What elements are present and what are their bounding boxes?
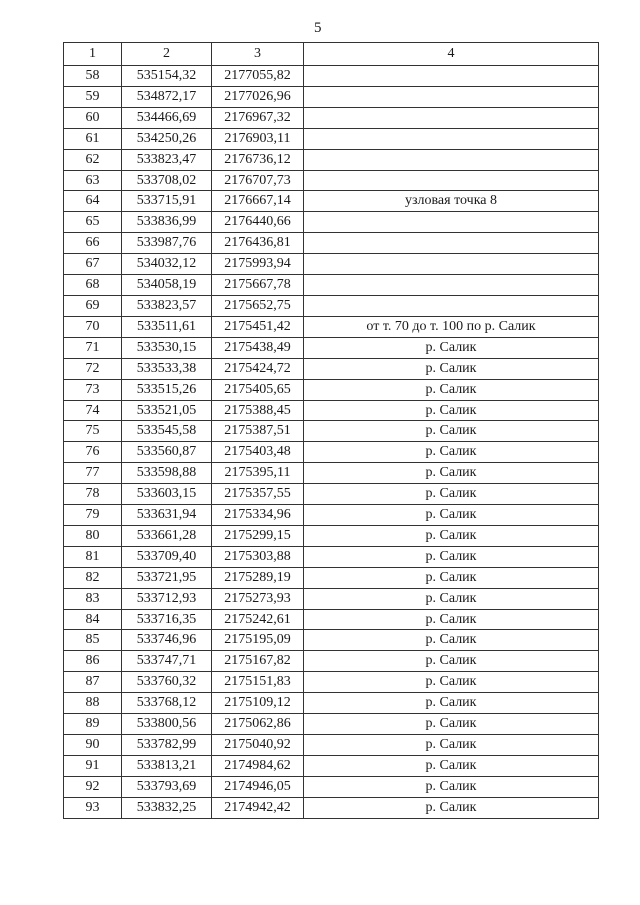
- x-coordinate-cell: 533782,99: [122, 735, 212, 756]
- description-cell: [304, 233, 599, 254]
- x-coordinate-cell: 534032,12: [122, 254, 212, 275]
- point-number-cell: 58: [64, 66, 122, 87]
- description-cell: р. Салик: [304, 588, 599, 609]
- y-coordinate-cell: 2175151,83: [212, 672, 304, 693]
- description-cell: р. Салик: [304, 609, 599, 630]
- description-cell: р. Салик: [304, 484, 599, 505]
- y-coordinate-cell: 2174984,62: [212, 755, 304, 776]
- description-cell: [304, 212, 599, 233]
- table-row: [64, 275, 599, 296]
- x-coordinate-cell: 533832,25: [122, 797, 212, 818]
- header-cell-col2: 2: [122, 43, 212, 66]
- description-cell: р. Салик: [304, 505, 599, 526]
- y-coordinate-cell: 2175388,45: [212, 400, 304, 421]
- description-cell: р. Салик: [304, 672, 599, 693]
- y-coordinate-cell: 2175387,51: [212, 421, 304, 442]
- point-number-cell: 76: [64, 442, 122, 463]
- x-coordinate-cell: 533716,35: [122, 609, 212, 630]
- point-number-cell: 93: [64, 797, 122, 818]
- description-cell: р. Салик: [304, 421, 599, 442]
- table-row: [64, 546, 599, 567]
- table-row: [64, 567, 599, 588]
- y-coordinate-cell: 2175167,82: [212, 651, 304, 672]
- table-row: [64, 735, 599, 756]
- table-row: [64, 128, 599, 149]
- x-coordinate-cell: 533631,94: [122, 505, 212, 526]
- table-row: [64, 421, 599, 442]
- y-coordinate-cell: 2175109,12: [212, 693, 304, 714]
- y-coordinate-cell: 2176440,66: [212, 212, 304, 233]
- point-number-cell: 82: [64, 567, 122, 588]
- x-coordinate-cell: 533793,69: [122, 776, 212, 797]
- table-row: [64, 379, 599, 400]
- coordinates-table-body: [64, 43, 599, 819]
- table-row: [64, 107, 599, 128]
- table-row: [64, 714, 599, 735]
- description-cell: [304, 107, 599, 128]
- description-cell: р. Салик: [304, 797, 599, 818]
- description-cell: [304, 66, 599, 87]
- table-row: [64, 797, 599, 818]
- y-coordinate-cell: 2176707,73: [212, 170, 304, 191]
- x-coordinate-cell: 533515,26: [122, 379, 212, 400]
- y-coordinate-cell: 2175993,94: [212, 254, 304, 275]
- header-cell-col3: 3: [212, 43, 304, 66]
- y-coordinate-cell: 2175405,65: [212, 379, 304, 400]
- description-cell: [304, 170, 599, 191]
- description-cell: р. Салик: [304, 735, 599, 756]
- x-coordinate-cell: 533511,61: [122, 316, 212, 337]
- point-number-cell: 59: [64, 86, 122, 107]
- y-coordinate-cell: 2175062,86: [212, 714, 304, 735]
- y-coordinate-cell: 2177026,96: [212, 86, 304, 107]
- description-cell: [304, 128, 599, 149]
- y-coordinate-cell: 2175667,78: [212, 275, 304, 296]
- point-number-cell: 84: [64, 609, 122, 630]
- table-row: [64, 86, 599, 107]
- point-number-cell: 79: [64, 505, 122, 526]
- description-cell: [304, 149, 599, 170]
- point-number-cell: 73: [64, 379, 122, 400]
- y-coordinate-cell: 2175395,11: [212, 463, 304, 484]
- point-number-cell: 77: [64, 463, 122, 484]
- x-coordinate-cell: 533545,58: [122, 421, 212, 442]
- y-coordinate-cell: 2175652,75: [212, 295, 304, 316]
- x-coordinate-cell: 533560,87: [122, 442, 212, 463]
- y-coordinate-cell: 2175357,55: [212, 484, 304, 505]
- point-number-cell: 60: [64, 107, 122, 128]
- table-row: [64, 337, 599, 358]
- description-cell: р. Салик: [304, 630, 599, 651]
- table-row: [64, 170, 599, 191]
- x-coordinate-cell: 534058,19: [122, 275, 212, 296]
- point-number-cell: 90: [64, 735, 122, 756]
- point-number-cell: 68: [64, 275, 122, 296]
- y-coordinate-cell: 2175451,42: [212, 316, 304, 337]
- x-coordinate-cell: 533598,88: [122, 463, 212, 484]
- x-coordinate-cell: 533768,12: [122, 693, 212, 714]
- point-number-cell: 72: [64, 358, 122, 379]
- description-cell: р. Салик: [304, 379, 599, 400]
- point-number-cell: 66: [64, 233, 122, 254]
- point-number-cell: 81: [64, 546, 122, 567]
- table-row: [64, 525, 599, 546]
- table-row: [64, 316, 599, 337]
- y-coordinate-cell: 2175438,49: [212, 337, 304, 358]
- table-row: [64, 442, 599, 463]
- description-cell: р. Салик: [304, 525, 599, 546]
- x-coordinate-cell: 533530,15: [122, 337, 212, 358]
- x-coordinate-cell: 533712,93: [122, 588, 212, 609]
- table-row: [64, 776, 599, 797]
- x-coordinate-cell: 533813,21: [122, 755, 212, 776]
- table-row: [64, 609, 599, 630]
- y-coordinate-cell: 2175403,48: [212, 442, 304, 463]
- y-coordinate-cell: 2175303,88: [212, 546, 304, 567]
- x-coordinate-cell: 533800,56: [122, 714, 212, 735]
- y-coordinate-cell: 2177055,82: [212, 66, 304, 87]
- point-number-cell: 83: [64, 588, 122, 609]
- point-number-cell: 91: [64, 755, 122, 776]
- table-row: [64, 505, 599, 526]
- description-cell: р. Салик: [304, 546, 599, 567]
- description-cell: р. Салик: [304, 567, 599, 588]
- y-coordinate-cell: 2175424,72: [212, 358, 304, 379]
- x-coordinate-cell: 533746,96: [122, 630, 212, 651]
- point-number-cell: 85: [64, 630, 122, 651]
- description-cell: р. Салик: [304, 463, 599, 484]
- x-coordinate-cell: 533521,05: [122, 400, 212, 421]
- point-number-cell: 62: [64, 149, 122, 170]
- point-number-cell: 89: [64, 714, 122, 735]
- y-coordinate-cell: 2175195,09: [212, 630, 304, 651]
- coordinates-table: [63, 42, 599, 819]
- table-header-row: [64, 43, 599, 66]
- x-coordinate-cell: 533836,99: [122, 212, 212, 233]
- y-coordinate-cell: 2175273,93: [212, 588, 304, 609]
- description-cell: [304, 86, 599, 107]
- table-row: [64, 212, 599, 233]
- description-cell: р. Салик: [304, 755, 599, 776]
- point-number-cell: 65: [64, 212, 122, 233]
- table-row: [64, 400, 599, 421]
- y-coordinate-cell: 2176903,11: [212, 128, 304, 149]
- point-number-cell: 92: [64, 776, 122, 797]
- y-coordinate-cell: 2176436,81: [212, 233, 304, 254]
- table-row: [64, 66, 599, 87]
- x-coordinate-cell: 533721,95: [122, 567, 212, 588]
- x-coordinate-cell: 533823,47: [122, 149, 212, 170]
- table-row: [64, 191, 599, 212]
- description-cell: р. Салик: [304, 714, 599, 735]
- table-row: [64, 484, 599, 505]
- table-row: [64, 755, 599, 776]
- table-row: [64, 254, 599, 275]
- point-number-cell: 74: [64, 400, 122, 421]
- x-coordinate-cell: 533987,76: [122, 233, 212, 254]
- description-cell: [304, 275, 599, 296]
- table-row: [64, 463, 599, 484]
- y-coordinate-cell: 2175040,92: [212, 735, 304, 756]
- x-coordinate-cell: 533715,91: [122, 191, 212, 212]
- point-number-cell: 64: [64, 191, 122, 212]
- point-number-cell: 78: [64, 484, 122, 505]
- description-cell: р. Салик: [304, 776, 599, 797]
- table-row: [64, 588, 599, 609]
- table-row: [64, 233, 599, 254]
- x-coordinate-cell: 533760,32: [122, 672, 212, 693]
- point-number-cell: 61: [64, 128, 122, 149]
- x-coordinate-cell: 533603,15: [122, 484, 212, 505]
- header-cell-col4: 4: [304, 43, 599, 66]
- point-number-cell: 70: [64, 316, 122, 337]
- table-row: [64, 693, 599, 714]
- page-number: 5: [314, 20, 322, 36]
- point-number-cell: 88: [64, 693, 122, 714]
- description-cell: р. Салик: [304, 442, 599, 463]
- y-coordinate-cell: 2176736,12: [212, 149, 304, 170]
- table-row: [64, 358, 599, 379]
- point-number-cell: 71: [64, 337, 122, 358]
- x-coordinate-cell: 533708,02: [122, 170, 212, 191]
- x-coordinate-cell: 533533,38: [122, 358, 212, 379]
- point-number-cell: 69: [64, 295, 122, 316]
- y-coordinate-cell: 2175299,15: [212, 525, 304, 546]
- y-coordinate-cell: 2176667,14: [212, 191, 304, 212]
- table-row: [64, 149, 599, 170]
- description-cell: р. Салик: [304, 337, 599, 358]
- description-cell: р. Салик: [304, 693, 599, 714]
- y-coordinate-cell: 2175334,96: [212, 505, 304, 526]
- table-row: [64, 672, 599, 693]
- table-row: [64, 630, 599, 651]
- x-coordinate-cell: 533823,57: [122, 295, 212, 316]
- point-number-cell: 86: [64, 651, 122, 672]
- x-coordinate-cell: 534250,26: [122, 128, 212, 149]
- description-cell: р. Салик: [304, 358, 599, 379]
- y-coordinate-cell: 2175289,19: [212, 567, 304, 588]
- x-coordinate-cell: 534872,17: [122, 86, 212, 107]
- point-number-cell: 67: [64, 254, 122, 275]
- description-cell: [304, 254, 599, 275]
- table-row: [64, 651, 599, 672]
- description-cell: узловая точка 8: [304, 191, 599, 212]
- point-number-cell: 75: [64, 421, 122, 442]
- y-coordinate-cell: 2174946,05: [212, 776, 304, 797]
- description-cell: от т. 70 до т. 100 по р. Салик: [304, 316, 599, 337]
- point-number-cell: 87: [64, 672, 122, 693]
- y-coordinate-cell: 2175242,61: [212, 609, 304, 630]
- table-row: [64, 295, 599, 316]
- y-coordinate-cell: 2174942,42: [212, 797, 304, 818]
- description-cell: [304, 295, 599, 316]
- description-cell: р. Салик: [304, 400, 599, 421]
- x-coordinate-cell: 533747,71: [122, 651, 212, 672]
- description-cell: р. Салик: [304, 651, 599, 672]
- x-coordinate-cell: 533661,28: [122, 525, 212, 546]
- x-coordinate-cell: 534466,69: [122, 107, 212, 128]
- point-number-cell: 63: [64, 170, 122, 191]
- point-number-cell: 80: [64, 525, 122, 546]
- x-coordinate-cell: 535154,32: [122, 66, 212, 87]
- header-cell-col1: 1: [64, 43, 122, 66]
- x-coordinate-cell: 533709,40: [122, 546, 212, 567]
- y-coordinate-cell: 2176967,32: [212, 107, 304, 128]
